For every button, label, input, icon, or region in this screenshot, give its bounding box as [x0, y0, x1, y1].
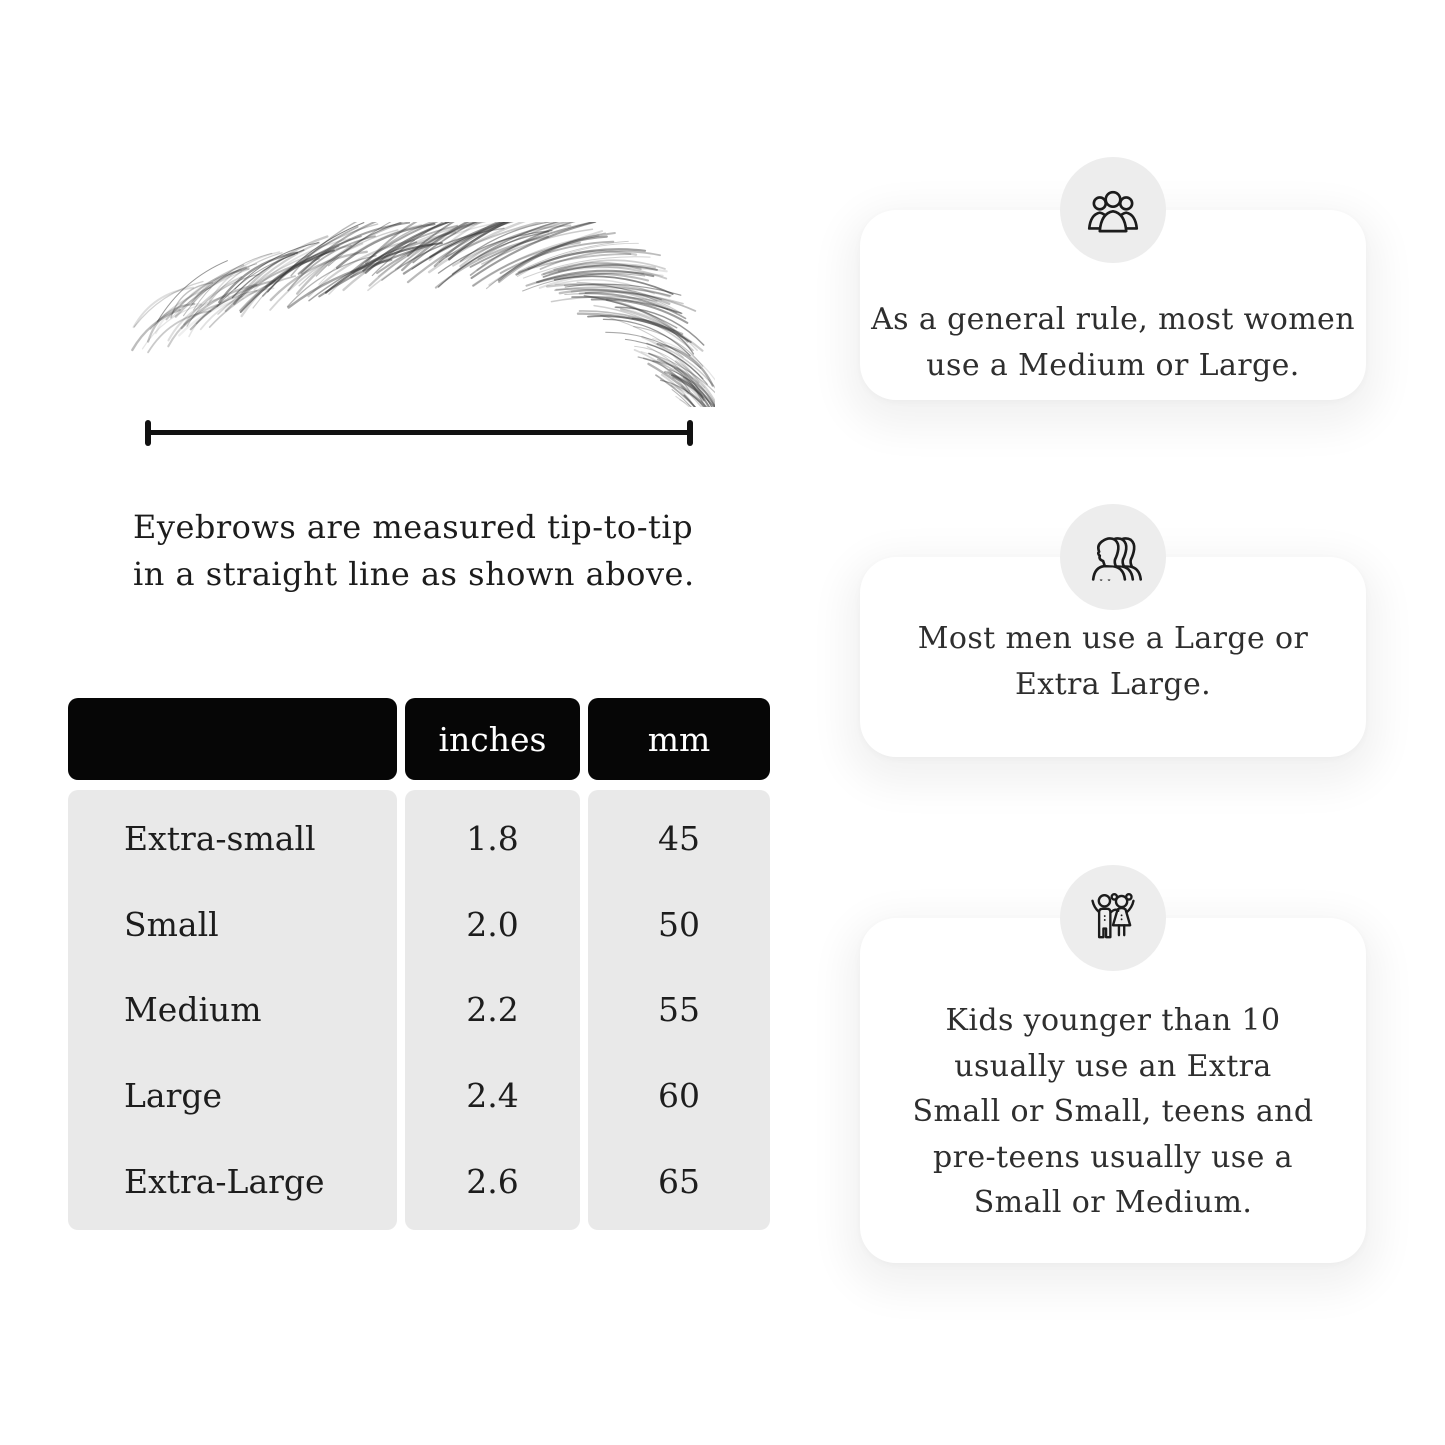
eyebrow-illustration: [95, 222, 715, 407]
size-table-column-sizes: [68, 698, 397, 1230]
mm-cell: 45: [658, 819, 700, 859]
card-kids-line-2: usually use an Extra: [954, 1048, 1272, 1084]
card-kids-line-3: Small or Small, teens and: [912, 1094, 1314, 1129]
size-table-header-inches: inches: [405, 698, 580, 780]
caption-line-1: Eyebrows are measured tip-to-tip: [133, 508, 694, 546]
mm-cell: 50: [658, 904, 700, 944]
size-table-column-inches: [405, 698, 580, 1230]
card-women-line-1: As a general rule, most women: [871, 302, 1355, 337]
size-table-header-blank: [68, 698, 397, 780]
card-men-line-2: Extra Large.: [1014, 666, 1212, 702]
kids-icon: [1060, 865, 1166, 971]
caption-line-2: in a straight line as shown above.: [133, 555, 695, 593]
card-men-line-1: Most men use a Large or: [917, 621, 1309, 656]
inches-cell: 2.6: [466, 1161, 519, 1201]
size-cell: Large: [124, 1076, 223, 1116]
inches-cell: 2.4: [466, 1076, 519, 1116]
size-table-body-inches: [405, 790, 580, 1230]
size-table-body-sizes: [68, 790, 397, 1230]
men-group-icon: [1060, 504, 1166, 610]
mm-cell: 60: [658, 1076, 700, 1116]
info-card-kids: [860, 918, 1366, 1263]
info-card-men: [860, 557, 1366, 757]
women-group-icon: [1060, 157, 1166, 263]
size-cell: Medium: [124, 990, 262, 1030]
card-text-men: [860, 616, 1366, 707]
card-text-kids: [860, 998, 1366, 1226]
size-table-body-mm: [588, 790, 770, 1230]
card-kids-line-1: Kids younger than 10: [945, 1003, 1281, 1038]
size-table: [68, 698, 770, 1230]
size-table-column-mm: [588, 698, 770, 1230]
mm-cell: 55: [658, 990, 700, 1030]
size-cell: Small: [124, 904, 219, 944]
inches-cell: 2.0: [466, 904, 519, 944]
measurement-line: [145, 420, 693, 446]
card-kids-line-5: Small or Medium.: [973, 1185, 1253, 1220]
measurement-endcap-right: [687, 420, 693, 446]
inches-cell: 2.2: [466, 990, 519, 1030]
measurement-caption: [133, 504, 733, 598]
inches-cell: 1.8: [466, 819, 519, 859]
card-kids-line-4: pre-teens usually use a: [933, 1139, 1293, 1175]
card-women-line-2: use a Medium or Large.: [926, 347, 1300, 383]
eyebrow-sketch-svg: [95, 222, 715, 407]
size-cell: Extra-Large: [124, 1161, 325, 1201]
mm-cell: 65: [658, 1161, 700, 1201]
size-cell: Extra-small: [124, 819, 316, 859]
card-text-women: [860, 297, 1366, 388]
measurement-bar: [145, 430, 693, 435]
size-table-header-mm: mm: [588, 698, 770, 780]
info-card-women: [860, 210, 1366, 400]
